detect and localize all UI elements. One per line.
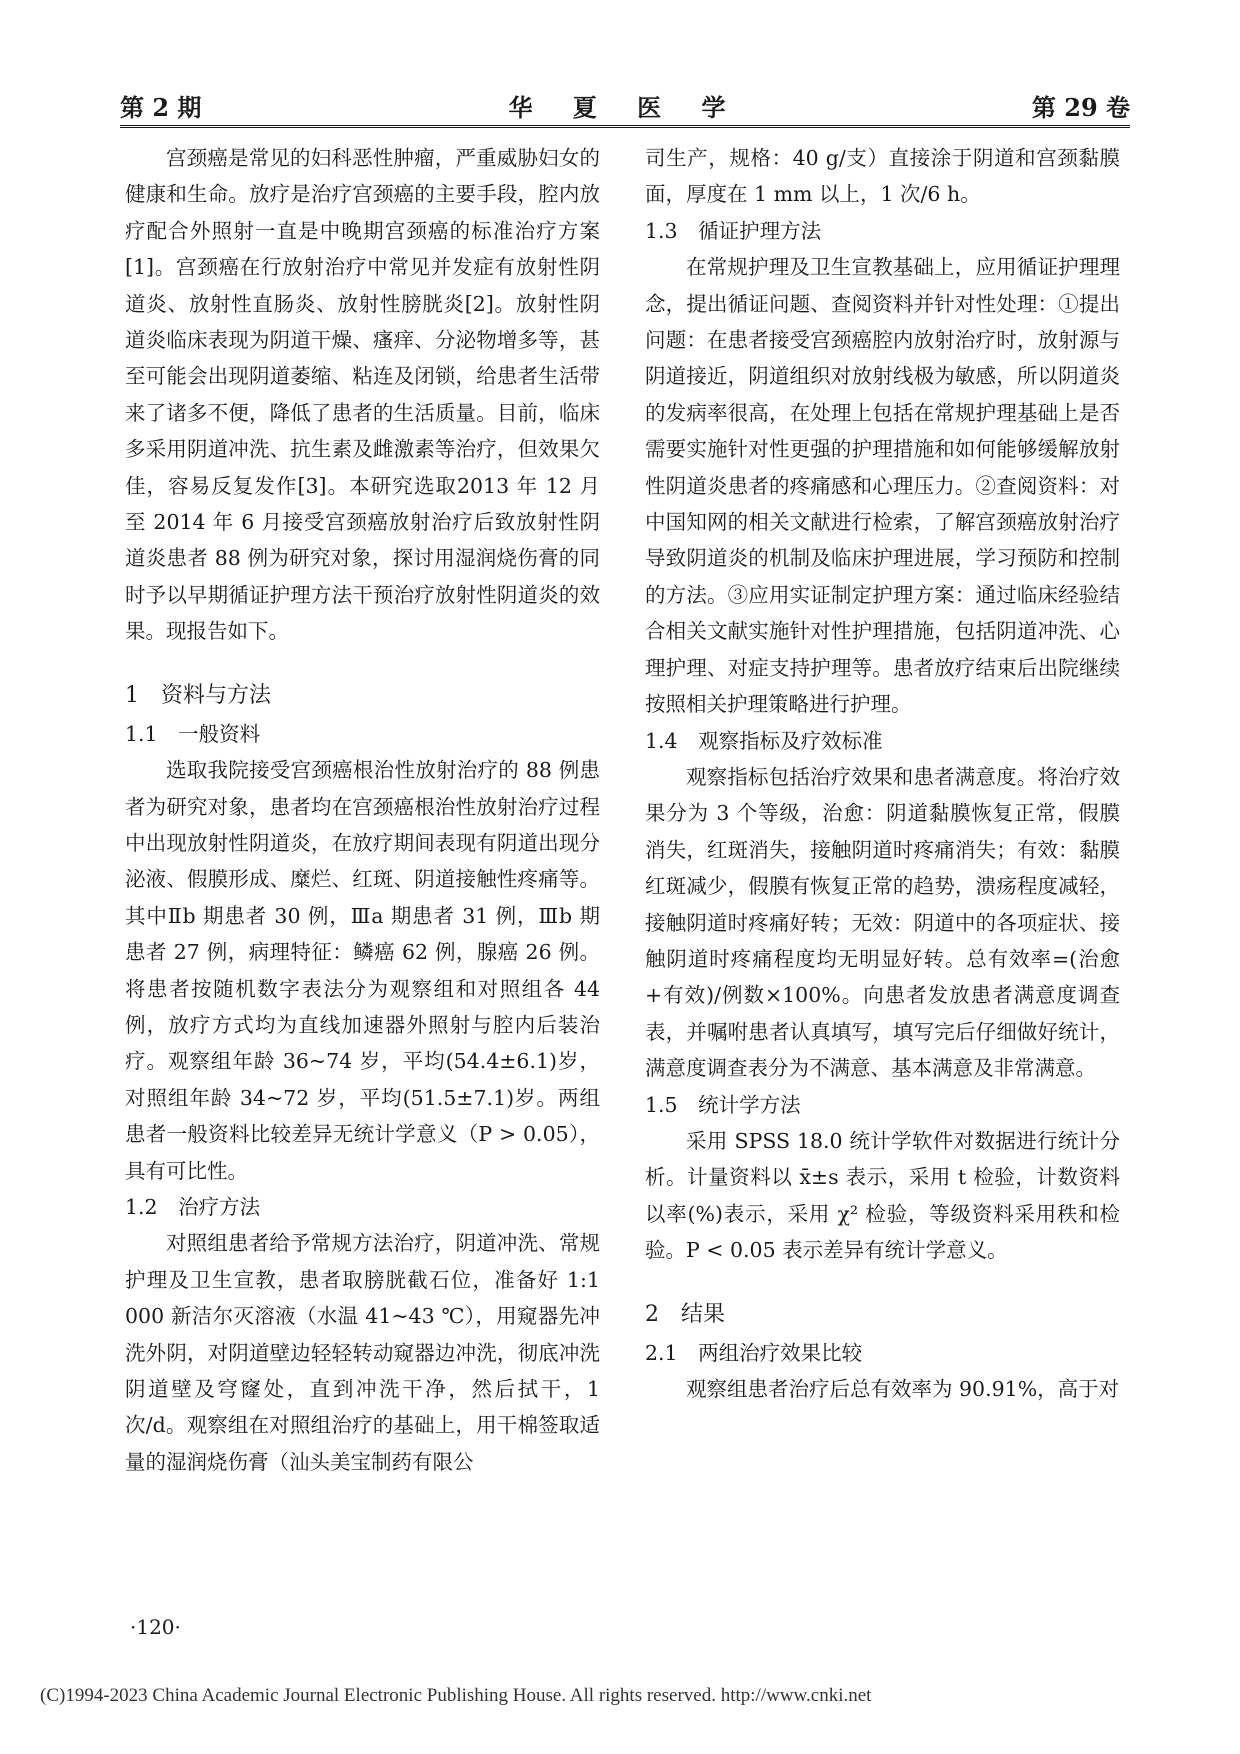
subsection-1-1-heading: 1.1 一般资料 xyxy=(125,721,261,746)
page-number: ·120· xyxy=(130,1615,181,1639)
subsection-1-2-text: 对照组患者给予常规方法治疗，阴道冲洗、常规护理及卫生宣教，患者取膀胱截石位，准备好 1:1 000 新洁尔灭溶液（水温 41~43 ℃），用窥器先冲洗外阴，对阴道壁边轻轻转动窥器边冲洗，彻底冲洗阴道壁及穹窿处，直到冲洗干净，然后拭干，1 次/d。观察组在对照组治疗的基础上，用干棉签取适量的湿润烧伤膏（汕头美宝制药有限公 xyxy=(125,1231,600,1474)
section-1-heading: 1 资料与方法 xyxy=(125,682,271,708)
subsection-1-4-text: 观察指标包括治疗效果和患者满意度。将治疗效果分为 3 个等级，治愈：阴道黏膜恢复正常，假膜消失，红斑消失，接触阴道时疼痛消失；有效：黏膜红斑减少，假膜有恢复正常的趋势，溃疡程度减轻，接触阴道时疼痛好转；无效：阴道中的各项症状、接触阴道时疼痛程度均无明显好转。总有效率=(治愈+有效)/例数×100%。向患者发放患者满意度调查表，并嘱咐患者认真填写，填写完后仔细做好统计，满意度调查表分为不满意、基本满意及非常满意。 xyxy=(645,764,1120,1081)
copyright-footer: (C)1994-2023 China Academic Journal Electronic Publishing House. All rights reserved. http://www.cnki.net xyxy=(40,1685,872,1706)
subsection-1-3-text: 在常规护理及卫生宣教基础上，应用循证护理理念，提出循证问题、查阅资料并针对性处理：①提出问题：在患者接受宫颈癌腔内放射治疗时，放射源与阴道接近，阴道组织对放射线极为敏感，所以阴道炎的发病率很高，在处理上包括在常规护理基础上是否需要实施针对性更强的护理措施和如何能够缓解放射性阴道炎患者的疼痛感和心理压力。②查阅资料：对中国知网的相关文献进行检索，了解宫颈癌放射治疗导致阴道炎的机制及临床护理进展，学习预防和控制的方法。③应用实证制定护理方案：通过临床经验结合相关文献实施针对性护理措施，包括阴道冲洗、心理护理、对症支持护理等。患者放疗结束后出院继续按照相关护理策略进行护理。 xyxy=(645,255,1120,717)
header-rule xyxy=(120,125,1130,128)
subsection-1-2-heading: 1.2 治疗方法 xyxy=(125,1194,261,1219)
section-2-heading: 2 结果 xyxy=(645,1301,725,1327)
subsection-1-5-text: 采用 SPSS 18.0 统计学软件对数据进行统计分析。计量资料以 x̄±s 表示，采用 t 检验，计数资料以率(%)表示，采用 χ² 检验，等级资料采用秩和检验。P < 0.05 表示差异有统计学意义。 xyxy=(645,1128,1120,1263)
left-column xyxy=(125,140,600,1480)
subsection-2-1-text: 观察组患者治疗后总有效率为 90.91%，高于对 xyxy=(686,1377,1120,1401)
intro-paragraph: 宫颈癌是常见的妇科恶性肿瘤，严重威胁妇女的健康和生命。放疗是治疗宫颈癌的主要手段，腔内放疗配合外照射一直是中晚期宫颈癌的标准治疗方案[1]。宫颈癌在行放射治疗中常见并发症有放射性阴道炎、放射性直肠炎、放射性膀胱炎[2]。放射性阴道炎临床表现为阴道干燥、瘙痒、分泌物增多等，甚至可能会出现阴道萎缩、粘连及闭锁，给患者生活带来了诸多不便，降低了患者的生活质量。目前，临床多采用阴道冲洗、抗生素及雌激素等治疗，但效果欠佳，容易反复发作[3]。本研究选取2013 年 12 月至 2014 年 6 月接受宫颈癌放射治疗后致放射性阴道炎患者 88 例为研究对象，探讨用湿润烧伤膏的同时予以早期循证护理方法干预治疗放射性阴道炎的效果。现报告如下。 xyxy=(125,146,600,644)
journal-title: 华 夏 医 学 xyxy=(508,93,742,122)
subsection-1-1-text: 选取我院接受宫颈癌根治性放射治疗的 88 例患者为研究对象，患者均在宫颈癌根治性放射治疗过程中出现放射性阴道炎，在放疗期间表现有阴道出现分泌液、假膜形成、糜烂、红斑、阴道接触性疼痛等。其中Ⅱb 期患者 30 例，Ⅲa 期患者 31 例，Ⅲb 期患者 27 例，病理特征：鳞癌 62 例，腺癌 26 例。将患者按随机数字表法分为观察组和对照组各 44 例，放疗方式均为直线加速器外照射与腔内后装治疗。观察组年龄 36~74 岁，平均(54.4±6.1)岁，对照组年龄 34~72 岁，平均(51.5±7.1)岁。两组患者一般资料比较差异无统计学意义（P > 0.05），具有可比性。 xyxy=(125,758,600,1183)
subsection-1-3-heading: 1.3 循证护理方法 xyxy=(645,218,822,243)
right-column xyxy=(645,140,1120,1407)
subsection-2-1-heading: 2.1 两组治疗效果比较 xyxy=(645,1340,863,1365)
volume-label: 第 29 卷 xyxy=(1031,93,1130,122)
subsection-1-5-heading: 1.5 统计学方法 xyxy=(645,1092,801,1117)
subsection-1-4-heading: 1.4 观察指标及疗效标准 xyxy=(645,728,883,753)
continued-paragraph: 司生产，规格：40 g/支）直接涂于阴道和宫颈黏膜面，厚度在 1 mm 以上，1 次/6 h。 xyxy=(645,146,1120,207)
issue-label: 第 2 期 xyxy=(120,93,202,122)
running-header xyxy=(120,88,1130,128)
